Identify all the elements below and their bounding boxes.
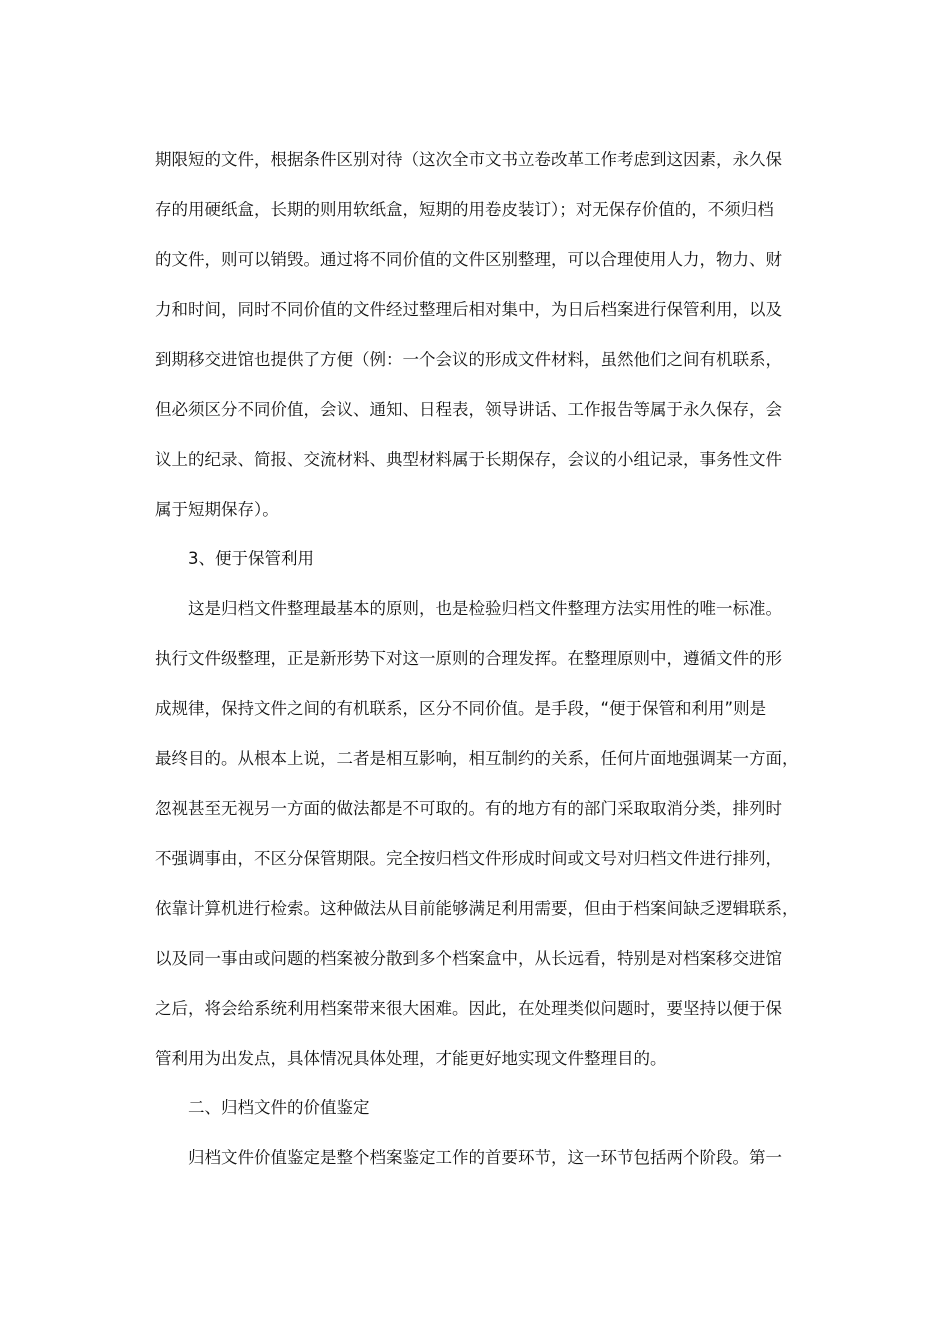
body-line: 最终目的。从根本上说，二者是相互影响，相互制约的关系，任何片面地强调某一方面，: [155, 749, 799, 768]
body-line: 管利用为出发点，具体情况具体处理，才能更好地实现文件整理目的。: [155, 1049, 667, 1068]
body-line: 的文件，则可以销毁。通过将不同价值的文件区别整理，可以合理使用人力，物力、财: [155, 250, 782, 269]
body-line: 存的用硬纸盒，长期的则用软纸盒，短期的用卷皮装订）；对无保存价值的，不须归档: [155, 200, 774, 219]
body-line: 以及同一事由或问题的档案被分散到多个档案盒中，从长远看，特别是对档案移交进馆: [155, 949, 782, 968]
section-heading: 3、便于保管利用: [188, 549, 314, 568]
body-line: 忽视甚至无视另一方面的做法都是不可取的。有的地方有的部门采取取消分类，排列时: [155, 799, 782, 818]
paragraph-first-line: 归档文件价值鉴定是整个档案鉴定工作的首要环节，这一环节包括两个阶段。第一: [188, 1148, 782, 1167]
body-line: 到期移交进馆也提供了方便（例：一个会议的形成文件材料，虽然他们之间有机联系，: [155, 350, 782, 369]
body-line: 但必须区分不同价值，会议、通知、日程表，领导讲话、工作报告等属于永久保存，会: [155, 400, 782, 419]
body-line: 属于短期保存）。: [155, 500, 279, 519]
body-line: 之后，将会给系统利用档案带来很大困难。因此，在处理类似问题时，要坚持以便于保: [155, 999, 782, 1018]
body-line: 不强调事由，不区分保管期限。完全按归档文件形成时间或文号对归档文件进行排列，: [155, 849, 782, 868]
body-line: 期限短的文件，根据条件区别对待（这次全市文书立卷改革工作考虑到这因素，永久保: [155, 150, 782, 169]
body-line: 议上的纪录、简报、交流材料、典型材料属于长期保存，会议的小组记录，事务性文件: [155, 450, 782, 469]
body-line: 力和时间，同时不同价值的文件经过整理后相对集中，为日后档案进行保管利用，以及: [155, 300, 782, 319]
body-line: 成规律，保持文件之间的有机联系，区分不同价值。是手段，“便于保管和利用”则是: [155, 699, 767, 718]
body-line: 依靠计算机进行检索。这种做法从目前能够满足利用需要，但由于档案间缺乏逻辑联系，: [155, 899, 799, 918]
paragraph-first-line: 这是归档文件整理最基本的原则，也是检验归档文件整理方法实用性的唯一标准。: [188, 599, 782, 618]
body-line: 执行文件级整理，正是新形势下对这一原则的合理发挥。在整理原则中，遵循文件的形: [155, 649, 782, 668]
section-heading: 二、归档文件的价值鉴定: [188, 1098, 370, 1117]
